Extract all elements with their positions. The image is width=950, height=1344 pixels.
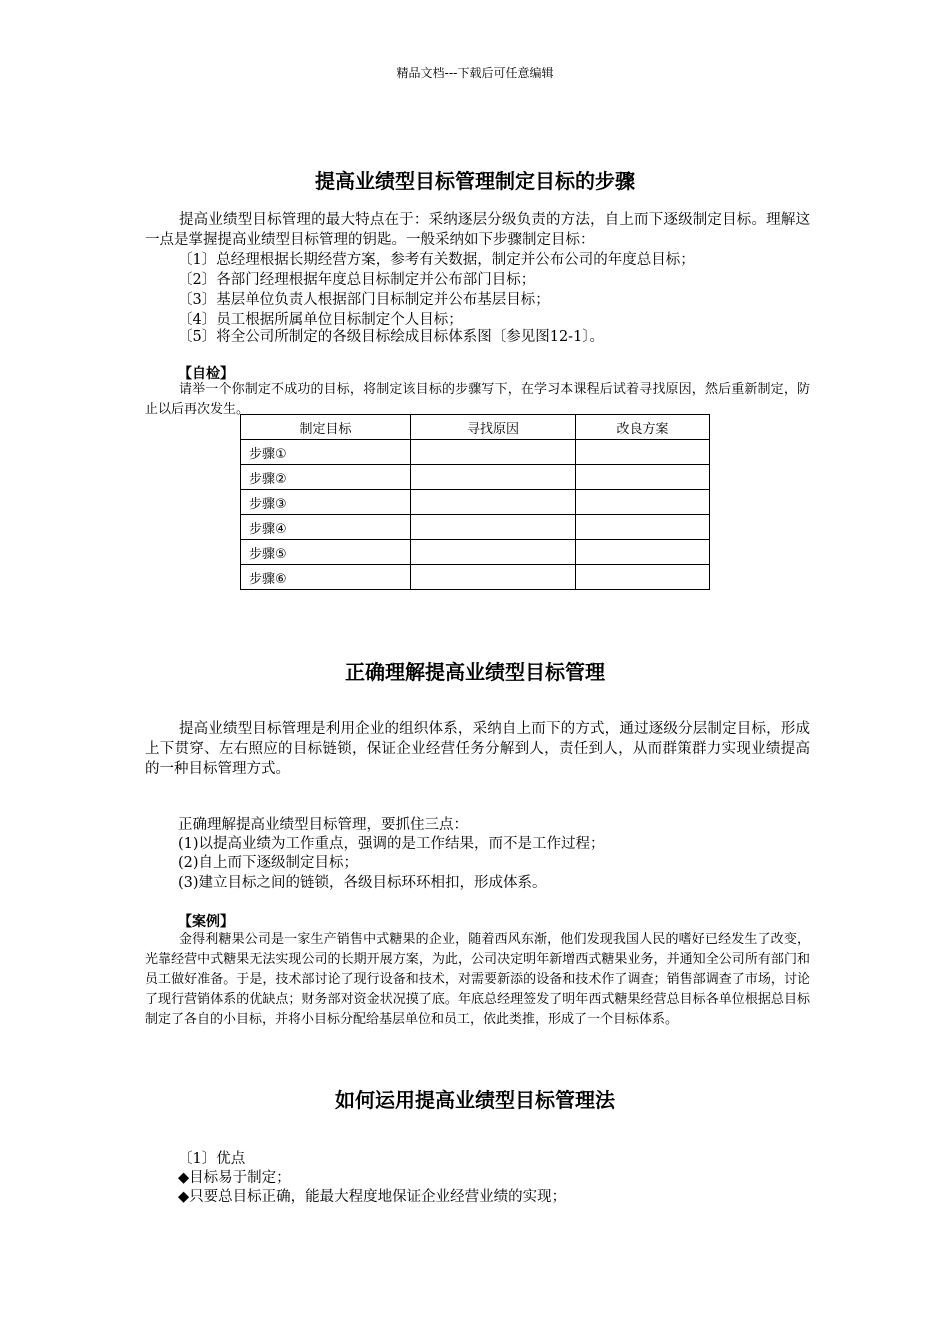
col-header-improvement: 改良方案: [576, 415, 710, 440]
step-item-5: 〔5〕将全公司所制定的各级目标绘成目标体系图〔参见图12-1〕。: [178, 329, 605, 345]
understanding-paragraph: 提高业绩型目标管理是利用企业的组织体系，采纳自上而下的方式，通过逐级分层制定目标，形成上下贯穿、左右照应的目标链锁，保证企业经营任务分解到人，责任到人，从而群策群力实现业绩提高的一种目标管理方式。: [145, 721, 810, 777]
step-cell: 步骤④: [241, 515, 411, 540]
case-label: 【案例】: [178, 914, 234, 930]
reason-cell[interactable]: [411, 515, 576, 540]
section-title-application: 如何运用提高业绩型目标管理法: [335, 1088, 615, 1112]
improvement-cell[interactable]: [576, 565, 710, 590]
selfcheck-table: [240, 414, 710, 590]
step-cell: 步骤②: [241, 465, 411, 490]
bullet-item-2: ◆只要总目标正确，能最大程度地保证企业经营业绩的实现；: [178, 1189, 567, 1205]
reason-cell[interactable]: [411, 490, 576, 515]
step-item-4: 〔4〕员工根据所属单位目标制定个人目标；: [178, 312, 463, 328]
section-title-steps: 提高业绩型目标管理制定目标的步骤: [315, 169, 635, 193]
selfcheck-label: 【自检】: [178, 366, 234, 382]
col-header-goal: 制定目标: [241, 415, 411, 440]
reason-cell[interactable]: [411, 465, 576, 490]
table-row: [241, 540, 710, 565]
reason-cell[interactable]: [411, 540, 576, 565]
selfcheck-text: 请举一个你制定不成功的目标，将制定该目标的步骤写下，在学习本课程后试着寻找原因，然后重新制定，防止以后再次发生。: [145, 382, 810, 417]
step-cell: 步骤①: [241, 440, 411, 465]
step-item-2: 〔2〕各部门经理根据年度总目标制定并公布部门目标；: [178, 272, 536, 288]
improvement-cell[interactable]: [576, 465, 710, 490]
page-header: 精品文档---下载后可任意编辑: [396, 66, 554, 80]
points-intro: 正确理解提高业绩型目标管理，要抓住三点：: [178, 817, 468, 833]
step-cell: 步骤⑤: [241, 540, 411, 565]
point-item-1: (1)以提高业绩为工作重点，强调的是工作结果，而不是工作过程；: [178, 836, 605, 852]
table-row: [241, 465, 710, 490]
case-text: 金得利糖果公司是一家生产销售中式糖果的企业，随着西风东渐，他们发现我国人民的嗜好已经发生了改变，光靠经营中式糖果无法实现公司的长期开展方案，为此，公司决定明年新增西式糖果业务，并通知全公司所有部门和员工做好准备。于是，技术部讨论了现行设备和技术，对需要新添的设备和技术作了调查；销售部调查了市场，讨论了现行营销体系的优缺点；财务部对资金状况摸了底。年底总经理签发了明年西式糖果经营总目标各单位根据总目标制定了各自的小目标，并将小目标分配给基层单位和员工，依此类推，形成了一个目标体系。: [145, 932, 810, 1027]
step-cell: 步骤⑥: [241, 565, 411, 590]
steps-intro-paragraph: 提高业绩型目标管理的最大特点在于：采纳逐层分级负责的方法，自上而下逐级制定目标。理解这一点是掌握提高业绩型目标管理的钥匙。一般采纳如下步骤制定目标：: [145, 212, 810, 248]
table-row: [241, 515, 710, 540]
step-item-1: 〔1〕总经理根据长期经营方案，参考有关数据，制定并公布公司的年度总目标；: [178, 252, 695, 268]
advantages-heading: 〔1〕优点: [178, 1151, 246, 1167]
step-item-3: 〔3〕基层单位负责人根据部门目标制定并公布基层目标；: [178, 292, 550, 308]
reason-cell[interactable]: [411, 440, 576, 465]
reason-cell[interactable]: [411, 565, 576, 590]
table-header-row: [241, 415, 710, 440]
point-item-2: (2)自上而下逐级制定目标；: [178, 855, 359, 871]
col-header-reason: 寻找原因: [411, 415, 576, 440]
table-row: [241, 440, 710, 465]
section-title-understanding: 正确理解提高业绩型目标管理: [345, 660, 605, 684]
improvement-cell[interactable]: [576, 490, 710, 515]
point-item-3: (3)建立目标之间的链锁，各级目标环环相扣，形成体系。: [178, 875, 547, 891]
table-row: [241, 565, 710, 590]
improvement-cell[interactable]: [576, 540, 710, 565]
bullet-item-1: ◆目标易于制定；: [178, 1170, 291, 1186]
step-cell: 步骤③: [241, 490, 411, 515]
table-row: [241, 490, 710, 515]
improvement-cell[interactable]: [576, 440, 710, 465]
improvement-cell[interactable]: [576, 515, 710, 540]
